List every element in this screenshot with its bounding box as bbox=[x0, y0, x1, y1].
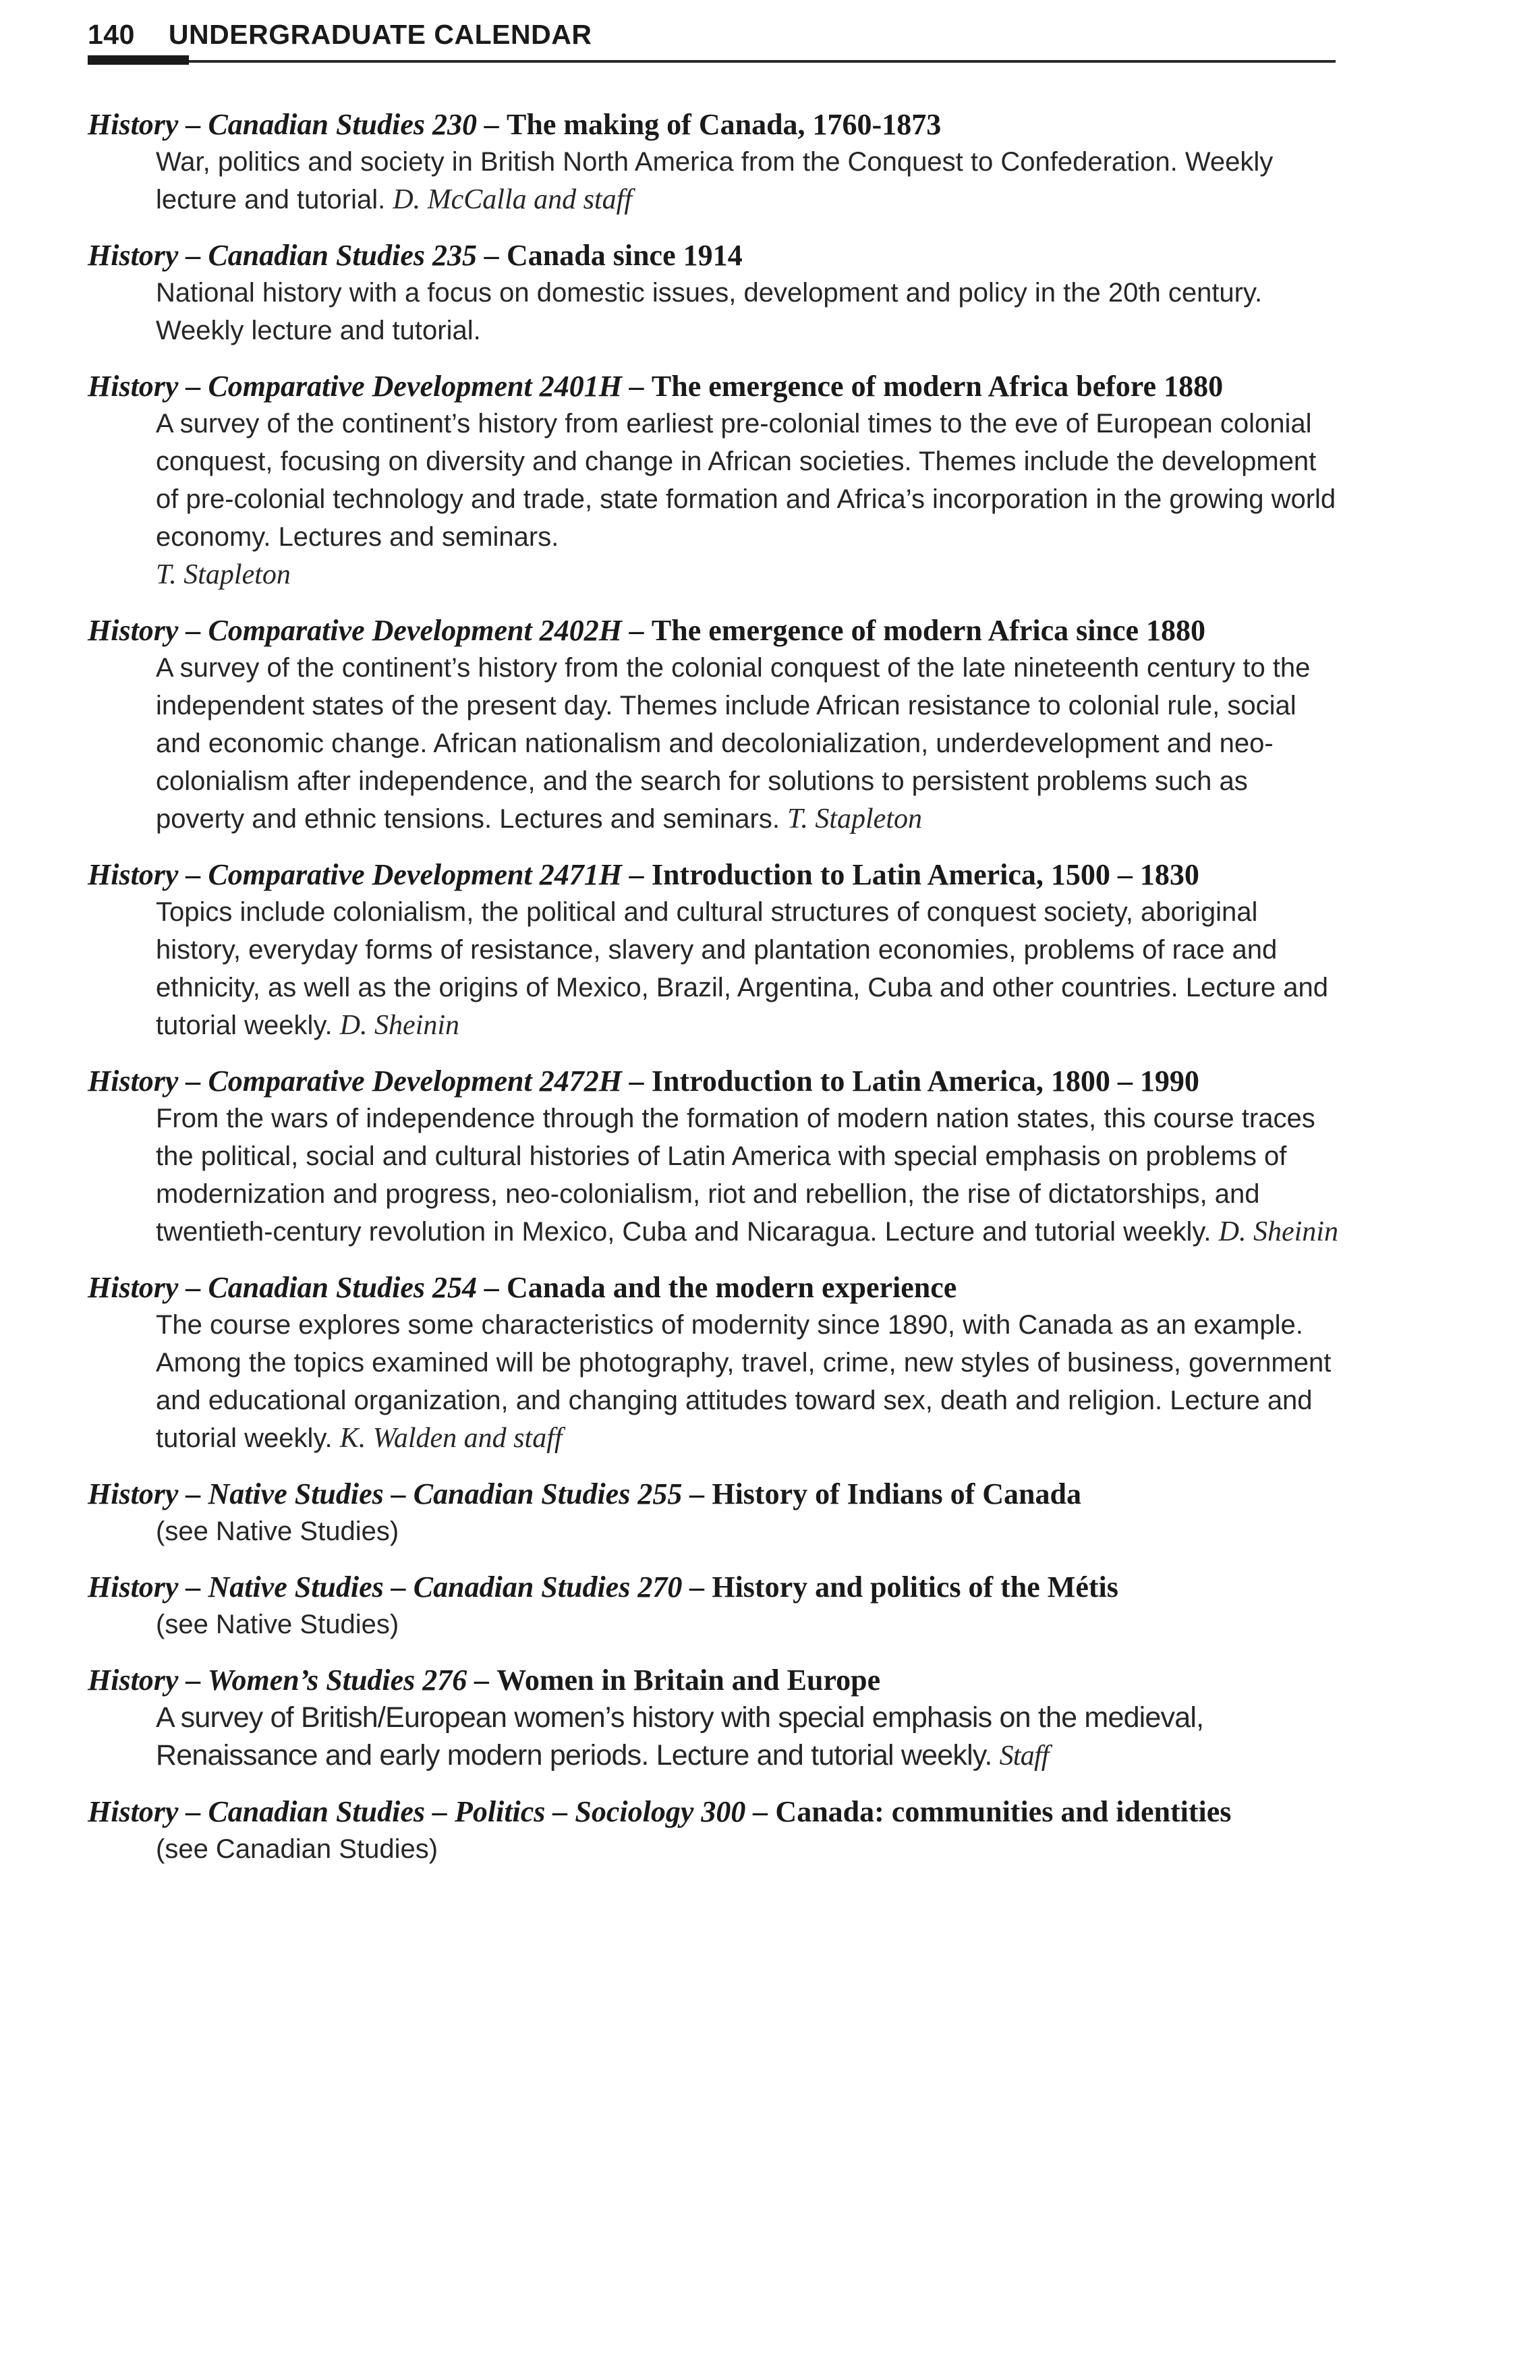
course-description-block bbox=[156, 274, 1342, 349]
course-instructor: D. McCalla and staff bbox=[393, 184, 632, 215]
course-description: War, politics and society in British North America from the Conquest to Confederation. Weekly lecture and tutorial. bbox=[156, 147, 1274, 215]
course-description: (see Native Studies) bbox=[156, 1610, 399, 1639]
course-description: From the wars of independence through the formation of modern nation states, this course traces the political, social and cultural histories of Latin America with special emphasis on problems of modernization and progress, neo-colonialism, riot and rebellion, the rise of dictatorships, and twentieth-century revolution in Mexico, Cuba and Nicaragua. Lecture and tutorial weekly. bbox=[156, 1104, 1315, 1247]
course-title: History of Indians of Canada bbox=[712, 1477, 1082, 1510]
course-title: The emergence of modern Africa since 1880 bbox=[651, 614, 1206, 647]
course-code: History – Canadian Studies 235 – bbox=[88, 239, 507, 272]
course-description-block bbox=[156, 1100, 1342, 1251]
course-description-block bbox=[156, 1606, 1342, 1643]
course-instructor: K. Walden and staff bbox=[339, 1423, 563, 1454]
course-entry bbox=[88, 1476, 1342, 1550]
course-description: (see Canadian Studies) bbox=[156, 1834, 438, 1864]
course-entry bbox=[88, 107, 1342, 219]
page-number: 140 bbox=[88, 19, 135, 50]
course-entry bbox=[88, 613, 1342, 838]
course-description-block bbox=[156, 143, 1342, 219]
course-title: Women in Britain and Europe bbox=[496, 1664, 881, 1697]
course-description-block bbox=[156, 649, 1342, 838]
course-title: The making of Canada, 1760-1873 bbox=[507, 108, 942, 141]
course-description: (see Native Studies) bbox=[156, 1517, 399, 1546]
course-code: History – Comparative Development 2472H – bbox=[88, 1065, 652, 1098]
course-description: A survey of the continent’s history from the colonial conquest of the late nineteenth century to the independent states of the present day. Themes include African resistance to colonial rule, social and economic change. African nationalism and decolonialization, underdevelopment and neo-colonialism after independence, and the search for solutions to persistent problems such as poverty and ethnic tensions. Lectures and seminars. bbox=[156, 653, 1311, 834]
course-description: Topics include colonialism, the political and cultural structures of conquest society, aboriginal history, everyday forms of resistance, slavery and plantation economies, problems of race and ethnicity, as well as the origins of Mexico, Brazil, Argentina, Cuba and other countries. Lecture and tutorial weekly. bbox=[156, 897, 1328, 1040]
course-code: History – Canadian Studies – Politics – Sociology 300 – bbox=[88, 1795, 776, 1828]
course-list bbox=[88, 107, 1342, 1887]
course-title: Introduction to Latin America, 1500 – 1830 bbox=[651, 858, 1199, 891]
running-title: UNDERGRADUATE CALENDAR bbox=[168, 19, 592, 50]
course-heading bbox=[88, 1270, 1342, 1306]
course-title: Canada since 1914 bbox=[507, 239, 743, 272]
course-entry bbox=[88, 368, 1342, 594]
course-instructor: D. Sheinin bbox=[339, 1010, 460, 1041]
course-instructor: D. Sheinin bbox=[1218, 1216, 1338, 1247]
course-heading bbox=[88, 1569, 1342, 1606]
course-title: Canada and the modern experience bbox=[507, 1271, 957, 1304]
course-instructor: T. Stapleton bbox=[787, 803, 922, 834]
course-description-block bbox=[156, 1699, 1342, 1775]
course-description: A survey of the continent’s history from earliest pre-colonial times to the eve of European colonial conquest, focusing on diversity and change in African societies. Themes include the development of pre-colonial technology and trade, state formation and Africa’s incorporation in the growing world economy. Lectures and seminars. bbox=[156, 409, 1336, 552]
course-heading bbox=[88, 107, 1342, 143]
page-header bbox=[88, 19, 1336, 63]
course-heading bbox=[88, 613, 1342, 649]
header-rule-block bbox=[88, 55, 189, 65]
course-heading bbox=[88, 1662, 1342, 1699]
course-heading bbox=[88, 1063, 1342, 1100]
course-code: History – Canadian Studies 230 – bbox=[88, 108, 507, 141]
course-entry bbox=[88, 237, 1342, 349]
course-title: Introduction to Latin America, 1800 – 1990 bbox=[651, 1065, 1199, 1098]
course-heading bbox=[88, 368, 1342, 405]
course-code: History – Comparative Development 2471H – bbox=[88, 858, 652, 891]
course-heading bbox=[88, 1476, 1342, 1512]
course-heading bbox=[88, 237, 1342, 274]
course-entry bbox=[88, 1063, 1342, 1251]
course-description: National history with a focus on domestic issues, development and policy in the 20th century. Weekly lecture and tutorial. bbox=[156, 278, 1263, 345]
course-description: The course explores some characteristics of modernity since 1890, with Canada as an example. Among the topics examined will be photography, travel, crime, new styles of business, government and educational organization, and changing attitudes toward sex, death and religion. Lecture and tutorial weekly. bbox=[156, 1310, 1332, 1453]
course-heading bbox=[88, 857, 1342, 893]
course-entry bbox=[88, 857, 1342, 1044]
course-description-block bbox=[156, 1830, 1342, 1868]
course-title: Canada: communities and identities bbox=[775, 1795, 1232, 1828]
course-entry bbox=[88, 1662, 1342, 1775]
course-description-block bbox=[156, 1306, 1342, 1457]
course-description: A survey of British/European women’s history with special emphasis on the medieval, Renaissance and early modern periods. Lecture and tutorial weekly. bbox=[156, 1701, 1204, 1772]
course-instructor: Staff bbox=[999, 1740, 1049, 1772]
course-title: The emergence of modern Africa before 1880 bbox=[651, 370, 1224, 403]
course-heading bbox=[88, 1794, 1342, 1830]
course-entry bbox=[88, 1270, 1342, 1457]
course-description-block bbox=[156, 405, 1342, 594]
course-code: History – Canadian Studies 254 – bbox=[88, 1271, 507, 1304]
course-code: History – Comparative Development 2401H – bbox=[88, 370, 652, 403]
course-code: History – Women’s Studies 276 – bbox=[88, 1664, 497, 1697]
course-description-block bbox=[156, 893, 1342, 1044]
course-description-block bbox=[156, 1512, 1342, 1550]
header-line bbox=[88, 19, 1336, 51]
header-rule bbox=[88, 60, 1336, 63]
course-title: History and politics of the Métis bbox=[712, 1570, 1118, 1604]
course-entry bbox=[88, 1794, 1342, 1868]
course-instructor: T. Stapleton bbox=[156, 559, 291, 590]
course-code: History – Native Studies – Canadian Studies 270 – bbox=[88, 1570, 712, 1604]
course-code: History – Native Studies – Canadian Studies 255 – bbox=[88, 1477, 712, 1510]
course-entry bbox=[88, 1569, 1342, 1643]
course-code: History – Comparative Development 2402H – bbox=[88, 614, 652, 647]
